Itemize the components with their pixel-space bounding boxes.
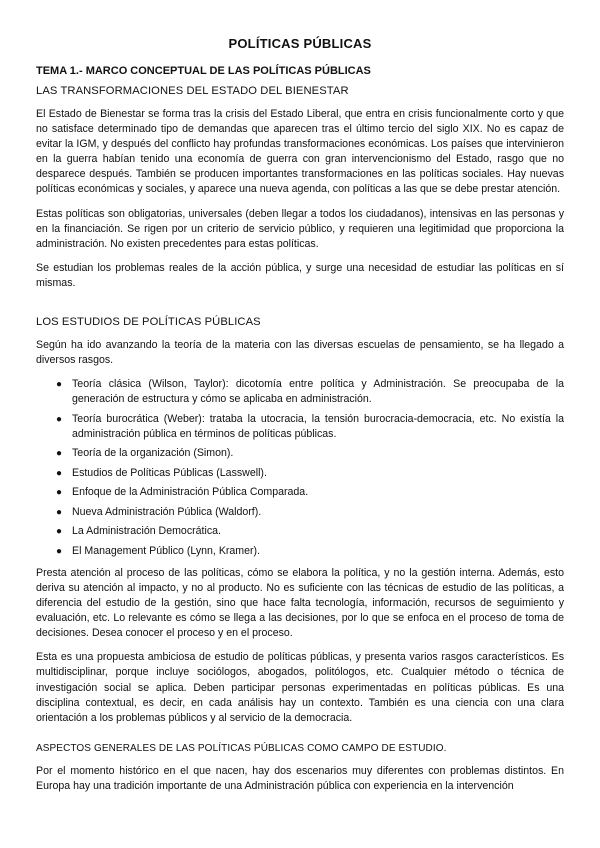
list-item-text: Estudios de Políticas Públicas (Lasswell). [72, 466, 267, 479]
bullet-icon: ● [56, 467, 63, 479]
section-heading-estudios: LOS ESTUDIOS DE POLÍTICAS PÚBLICAS [36, 316, 261, 329]
list-item [56, 544, 564, 559]
section-heading-aspectos: ASPECTOS GENERALES DE LAS POLÍTICAS PÚBLICAS COMO CAMPO DE ESTUDIO. [36, 742, 447, 754]
list-item [56, 377, 564, 407]
list-item-text: La Administración Democrática. [72, 525, 221, 538]
paragraph: Se estudian los problemas reales de la acción pública, y surge una necesidad de estudiar las políticas en sí mismas. [36, 261, 564, 289]
bullet-icon: ● [56, 545, 63, 557]
paragraph: El Estado de Bienestar se forma tras la crisis del Estado Liberal, que entra en crisis funcionalmente corto y que no satisface determinado tipo de demandas que aparecen tras el último tercio del siglo XIX. No es capaz de evitar la IGM, y después del conflicto hay profundas transformaciones económicas. Los países que intervinieron en la guerra habían tenido una economía de guerra con gran intervencionismo del Estado, rasgo que no desparece después. También se producen importantes transformaciones en las políticas sociales. Hay nuevas políticas económicas y sociales, y aparece una nueva agenda, con políticas a las que se debe prestar atención. [36, 108, 564, 196]
spacer [36, 300, 564, 316]
schools-list [36, 377, 564, 559]
paragraph: Presta atención al proceso de las políticas, cómo se elabora la política, y no la gestión interna. Además, esto deriva su atención al impacto, y no al producto. No es suficiente con las técnicas de estudio de las políticas, a diferencia del estudio de la gestión, sino que hace falta tecnología, información, recursos de seguimiento y evaluación, etc. Lo relevante es cómo se llega a las decisiones, por lo que se enfoca en el proceso de toma de decisiones. Desea conocer el proceso y en el proceso. [36, 566, 564, 640]
list-item-text: Teoría burocrática (Weber): trataba la utocracia, la tensión burocracia-democracia, etc. No existía la administración pública en términos de políticas públicas. [72, 412, 564, 440]
list-item [56, 466, 564, 481]
list-item [56, 446, 564, 461]
document-title: POLÍTICAS PÚBLICAS [228, 36, 372, 51]
list-item-text: El Management Público (Lynn, Kramer). [72, 544, 261, 557]
bullet-icon: ● [56, 487, 63, 499]
list-item-text: Teoría de la organización (Simon). [72, 447, 234, 460]
list-item [56, 412, 564, 442]
bullet-icon: ● [56, 526, 63, 538]
paragraph: Esta es una propuesta ambiciosa de estudio de políticas públicas, y presenta varios rasgos característicos. Es multidisciplinar, porque incluye sociólogos, abogados, politólogos, etc. Cualquier método o técnica de investigación social se aplica. Deben participar personas experimentadas en políticas públicas. Es una disciplina contextual, es decir, en cada análisis hay un contexto. También es una ciencia con una clara orientación a los problemas públicos y al servicio de la democracia. [36, 651, 564, 724]
section-heading-transformaciones: LAS TRANSFORMACIONES DEL ESTADO DEL BIENESTAR [36, 85, 349, 97]
paragraph: Estas políticas son obligatorias, universales (deben llegar a todos los ciudadanos), intensivas en las personas y en la financiación. Se rigen por un criterio de servicio público, y requieren una legitimidad que proporciona la administración. No existen precedentes para estas políticas. [36, 207, 564, 250]
bullet-icon: ● [56, 448, 63, 460]
bullet-icon: ● [56, 506, 63, 518]
list-item-text: Enfoque de la Administración Pública Comparada. [72, 486, 309, 499]
list-item-text: Teoría clásica (Wilson, Taylor): dicotomía entre política y Administración. Se preocupaba de la generación de estructura y cómo se aplicaba en administración. [72, 378, 564, 406]
bullet-icon: ● [56, 413, 63, 425]
list-item [56, 505, 564, 520]
paragraph: Según ha ido avanzando la teoría de la materia con las diversas escuelas de pensamiento, se ha llegado a diversos rasgos. [36, 339, 564, 367]
bullet-icon: ● [56, 379, 63, 391]
paragraph: Por el momento histórico en el que nacen, hay dos escenarios muy diferentes con problemas distintos. En Europa hay una tradición importante de una Administración pública con experiencia en la intervención [36, 764, 564, 792]
list-item [56, 524, 564, 539]
spacer [36, 735, 564, 743]
tema-heading: TEMA 1.- MARCO CONCEPTUAL DE LAS POLÍTICAS PÚBLICAS [36, 65, 371, 77]
list-item [56, 485, 564, 500]
list-item-text: Nueva Administración Pública (Waldorf). [72, 505, 262, 518]
